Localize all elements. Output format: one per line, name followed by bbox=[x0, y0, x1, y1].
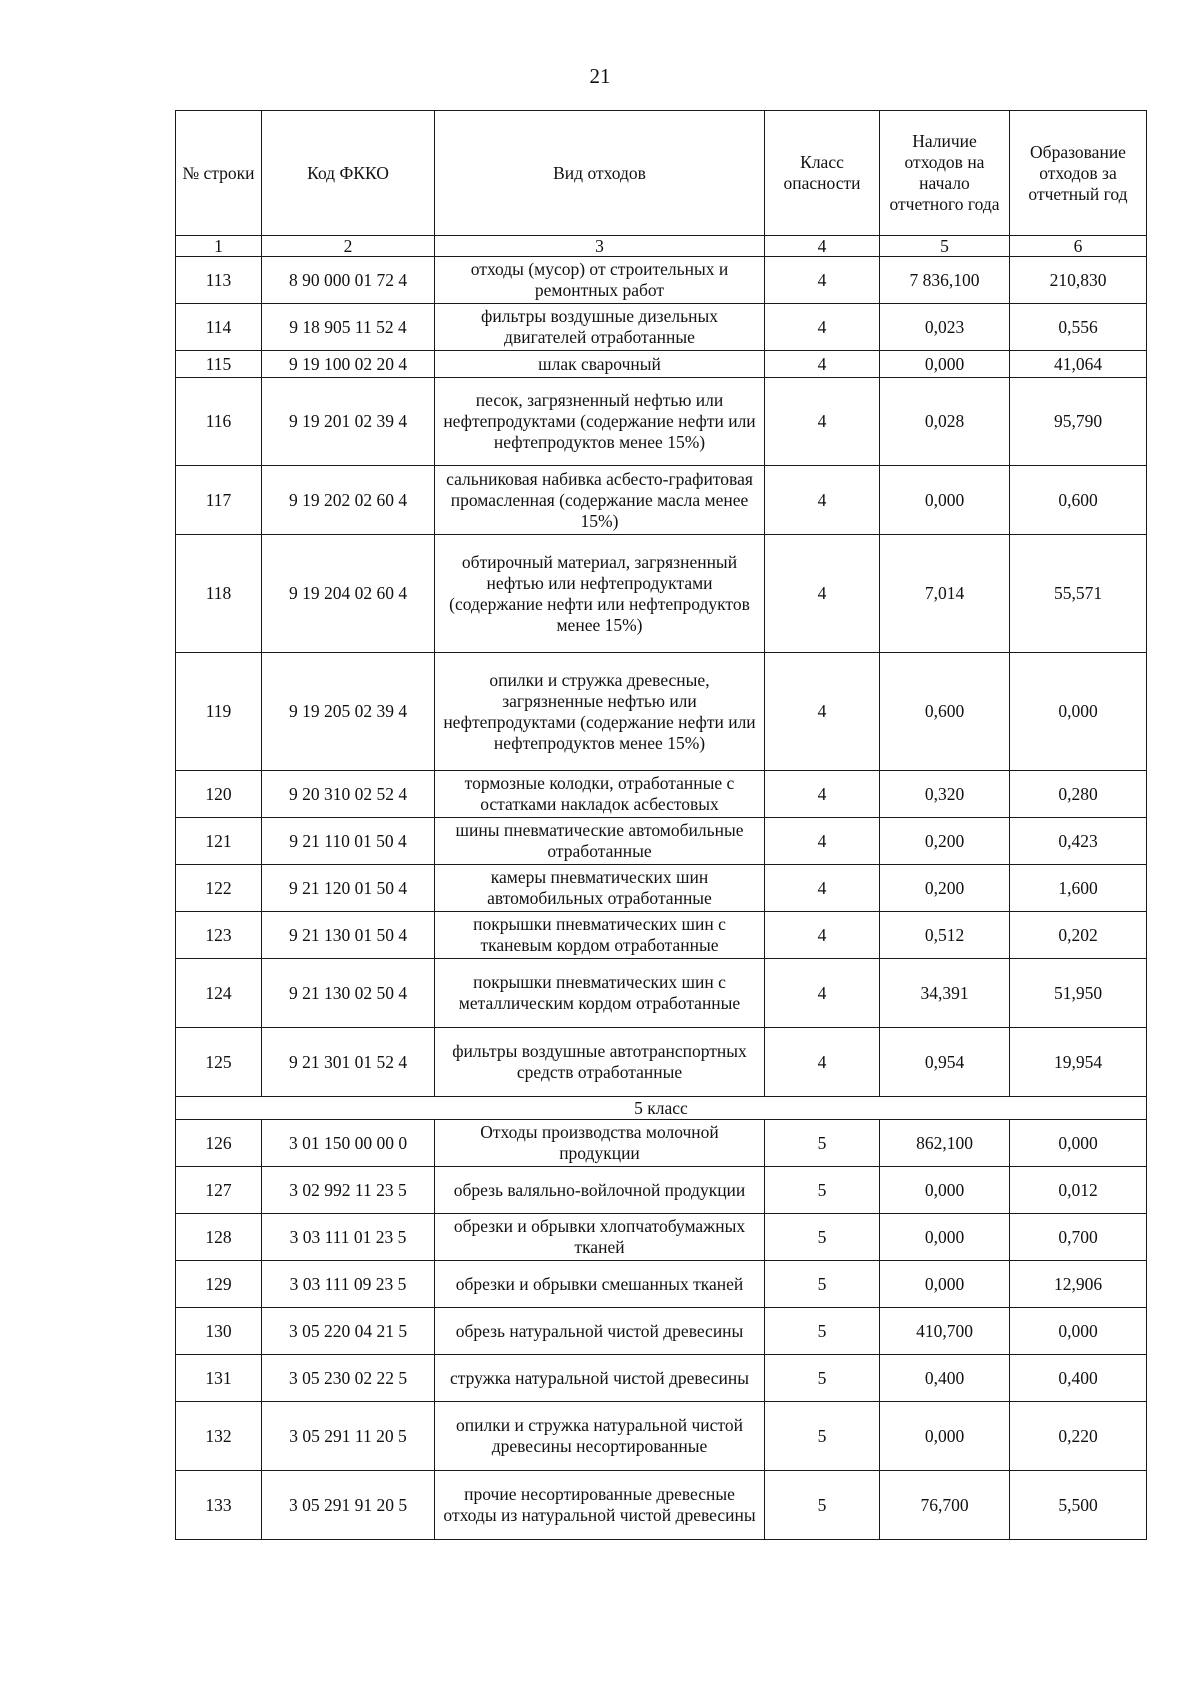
table-row bbox=[176, 378, 1147, 466]
waste-type-cell: тормозные колодки, отработанные с остатками накладок асбестовых bbox=[435, 771, 765, 818]
hazard-class-cell: 4 bbox=[765, 535, 880, 653]
fkko-code-cell: 3 05 291 11 20 5 bbox=[262, 1402, 435, 1471]
waste-type-cell: опилки и стружка древесные, загрязненные нефтью или нефтепродуктами (содержание нефти или нефтепродуктов менее 15%) bbox=[435, 653, 765, 771]
column-number: 5 bbox=[880, 236, 1010, 257]
start-amount-cell: 0,400 bbox=[880, 1355, 1010, 1402]
table-row bbox=[176, 257, 1147, 304]
row-number-cell: 127 bbox=[176, 1167, 262, 1214]
fkko-code-cell: 8 90 000 01 72 4 bbox=[262, 257, 435, 304]
formed-amount-cell: 210,830 bbox=[1010, 257, 1147, 304]
hazard-class-cell: 5 bbox=[765, 1402, 880, 1471]
formed-amount-cell: 55,571 bbox=[1010, 535, 1147, 653]
waste-type-cell: фильтры воздушные дизельных двигателей отработанные bbox=[435, 304, 765, 351]
column-number: 1 bbox=[176, 236, 262, 257]
start-amount-cell: 862,100 bbox=[880, 1120, 1010, 1167]
fkko-code-cell: 9 21 130 02 50 4 bbox=[262, 959, 435, 1028]
waste-type-cell: покрышки пневматических шин с металлическим кордом отработанные bbox=[435, 959, 765, 1028]
table-row bbox=[176, 1308, 1147, 1355]
start-amount-cell: 0,512 bbox=[880, 912, 1010, 959]
hazard-class-cell: 4 bbox=[765, 378, 880, 466]
table-row bbox=[176, 535, 1147, 653]
start-amount-cell: 0,000 bbox=[880, 1261, 1010, 1308]
fkko-code-cell: 9 21 110 01 50 4 bbox=[262, 818, 435, 865]
row-number-cell: 128 bbox=[176, 1214, 262, 1261]
hazard-class-cell: 4 bbox=[765, 959, 880, 1028]
fkko-code-cell: 9 19 201 02 39 4 bbox=[262, 378, 435, 466]
hazard-class-cell: 5 bbox=[765, 1167, 880, 1214]
hazard-class-cell: 5 bbox=[765, 1308, 880, 1355]
formed-amount-cell: 0,556 bbox=[1010, 304, 1147, 351]
waste-type-cell: прочие несортированные древесные отходы из натуральной чистой древесины bbox=[435, 1471, 765, 1540]
row-number-cell: 121 bbox=[176, 818, 262, 865]
fkko-code-cell: 3 01 150 00 00 0 bbox=[262, 1120, 435, 1167]
waste-type-cell: песок, загрязненный нефтью или нефтепродуктами (содержание нефти или нефтепродуктов менее 15%) bbox=[435, 378, 765, 466]
row-number-cell: 116 bbox=[176, 378, 262, 466]
row-number-cell: 129 bbox=[176, 1261, 262, 1308]
fkko-code-cell: 9 21 120 01 50 4 bbox=[262, 865, 435, 912]
formed-amount-cell: 5,500 bbox=[1010, 1471, 1147, 1540]
waste-type-cell: сальниковая набивка асбесто-графитовая промасленная (содержание масла менее 15%) bbox=[435, 466, 765, 535]
hazard-class-cell: 4 bbox=[765, 865, 880, 912]
fkko-code-cell: 9 21 301 01 52 4 bbox=[262, 1028, 435, 1097]
fkko-code-cell: 3 02 992 11 23 5 bbox=[262, 1167, 435, 1214]
page-number: 21 bbox=[589, 64, 611, 88]
formed-amount-cell: 0,600 bbox=[1010, 466, 1147, 535]
start-amount-cell: 0,000 bbox=[880, 1214, 1010, 1261]
column-number: 6 bbox=[1010, 236, 1147, 257]
formed-amount-cell: 41,064 bbox=[1010, 351, 1147, 378]
start-amount-cell: 34,391 bbox=[880, 959, 1010, 1028]
formed-amount-cell: 0,423 bbox=[1010, 818, 1147, 865]
start-amount-cell: 0,000 bbox=[880, 351, 1010, 378]
fkko-code-cell: 9 19 100 02 20 4 bbox=[262, 351, 435, 378]
table-row bbox=[176, 818, 1147, 865]
formed-amount-cell: 95,790 bbox=[1010, 378, 1147, 466]
formed-amount-cell: 51,950 bbox=[1010, 959, 1147, 1028]
fkko-code-cell: 3 05 220 04 21 5 bbox=[262, 1308, 435, 1355]
formed-amount-cell: 0,000 bbox=[1010, 1120, 1147, 1167]
row-number-cell: 125 bbox=[176, 1028, 262, 1097]
header-row-number: № строки bbox=[176, 111, 262, 236]
row-number-cell: 117 bbox=[176, 466, 262, 535]
column-number: 2 bbox=[262, 236, 435, 257]
row-number-cell: 120 bbox=[176, 771, 262, 818]
table-row bbox=[176, 1028, 1147, 1097]
start-amount-cell: 0,000 bbox=[880, 466, 1010, 535]
hazard-class-cell: 5 bbox=[765, 1261, 880, 1308]
start-amount-cell: 410,700 bbox=[880, 1308, 1010, 1355]
start-amount-cell: 0,200 bbox=[880, 818, 1010, 865]
table-row bbox=[176, 912, 1147, 959]
row-number-cell: 119 bbox=[176, 653, 262, 771]
formed-amount-cell: 0,400 bbox=[1010, 1355, 1147, 1402]
waste-type-cell: фильтры воздушные автотранспортных средств отработанные bbox=[435, 1028, 765, 1097]
start-amount-cell: 0,000 bbox=[880, 1167, 1010, 1214]
table-row bbox=[176, 653, 1147, 771]
fkko-code-cell: 3 05 291 91 20 5 bbox=[262, 1471, 435, 1540]
header-hazard-class: Класс опасности bbox=[765, 111, 880, 236]
waste-type-cell: отходы (мусор) от строительных и ремонтных работ bbox=[435, 257, 765, 304]
table-row bbox=[176, 865, 1147, 912]
row-number-cell: 118 bbox=[176, 535, 262, 653]
table-row bbox=[176, 959, 1147, 1028]
fkko-code-cell: 9 18 905 11 52 4 bbox=[262, 304, 435, 351]
start-amount-cell: 0,320 bbox=[880, 771, 1010, 818]
header-formed-amount: Образование отходов за отчетный год bbox=[1010, 111, 1147, 236]
table-row bbox=[176, 1214, 1147, 1261]
row-number-cell: 130 bbox=[176, 1308, 262, 1355]
hazard-class-cell: 5 bbox=[765, 1120, 880, 1167]
table-row bbox=[176, 466, 1147, 535]
row-number-cell: 114 bbox=[176, 304, 262, 351]
fkko-code-cell: 3 03 111 01 23 5 bbox=[262, 1214, 435, 1261]
formed-amount-cell: 0,000 bbox=[1010, 653, 1147, 771]
row-number-cell: 126 bbox=[176, 1120, 262, 1167]
row-number-cell: 131 bbox=[176, 1355, 262, 1402]
row-number-cell: 123 bbox=[176, 912, 262, 959]
waste-type-cell: покрышки пневматических шин с тканевым кордом отработанные bbox=[435, 912, 765, 959]
formed-amount-cell: 0,700 bbox=[1010, 1214, 1147, 1261]
section-label: 5 класс bbox=[176, 1097, 1147, 1120]
waste-type-cell: опилки и стружка натуральной чистой древесины несортированные bbox=[435, 1402, 765, 1471]
formed-amount-cell: 0,220 bbox=[1010, 1402, 1147, 1471]
start-amount-cell: 0,023 bbox=[880, 304, 1010, 351]
waste-type-cell: шины пневматические автомобильные отработанные bbox=[435, 818, 765, 865]
table-row bbox=[176, 351, 1147, 378]
waste-type-cell: обрезь валяльно-войлочной продукции bbox=[435, 1167, 765, 1214]
header-row bbox=[176, 111, 1147, 236]
waste-type-cell: обтирочный материал, загрязненный нефтью или нефтепродуктами (содержание нефти или нефтепродуктов менее 15%) bbox=[435, 535, 765, 653]
waste-type-cell: Отходы производства молочной продукции bbox=[435, 1120, 765, 1167]
waste-type-cell: шлак сварочный bbox=[435, 351, 765, 378]
formed-amount-cell: 0,000 bbox=[1010, 1308, 1147, 1355]
start-amount-cell: 76,700 bbox=[880, 1471, 1010, 1540]
hazard-class-cell: 4 bbox=[765, 912, 880, 959]
start-amount-cell: 0,954 bbox=[880, 1028, 1010, 1097]
formed-amount-cell: 1,600 bbox=[1010, 865, 1147, 912]
hazard-class-cell: 4 bbox=[765, 1028, 880, 1097]
hazard-class-cell: 4 bbox=[765, 818, 880, 865]
formed-amount-cell: 0,202 bbox=[1010, 912, 1147, 959]
row-number-cell: 115 bbox=[176, 351, 262, 378]
row-number-cell: 133 bbox=[176, 1471, 262, 1540]
hazard-class-cell: 5 bbox=[765, 1355, 880, 1402]
formed-amount-cell: 19,954 bbox=[1010, 1028, 1147, 1097]
table-row bbox=[176, 304, 1147, 351]
header-waste-type: Вид отходов bbox=[435, 111, 765, 236]
hazard-class-cell: 4 bbox=[765, 257, 880, 304]
table-row bbox=[176, 1261, 1147, 1308]
row-number-cell: 122 bbox=[176, 865, 262, 912]
table-row bbox=[176, 1471, 1147, 1540]
formed-amount-cell: 0,012 bbox=[1010, 1167, 1147, 1214]
start-amount-cell: 0,200 bbox=[880, 865, 1010, 912]
table-body bbox=[176, 257, 1147, 1540]
formed-amount-cell: 12,906 bbox=[1010, 1261, 1147, 1308]
fkko-code-cell: 9 20 310 02 52 4 bbox=[262, 771, 435, 818]
hazard-class-cell: 4 bbox=[765, 304, 880, 351]
start-amount-cell: 0,000 bbox=[880, 1402, 1010, 1471]
hazard-class-cell: 5 bbox=[765, 1214, 880, 1261]
table-row bbox=[176, 1120, 1147, 1167]
hazard-class-cell: 4 bbox=[765, 771, 880, 818]
waste-type-cell: обрезки и обрывки хлопчатобумажных тканей bbox=[435, 1214, 765, 1261]
column-number: 4 bbox=[765, 236, 880, 257]
table-row bbox=[176, 1167, 1147, 1214]
start-amount-cell: 7 836,100 bbox=[880, 257, 1010, 304]
row-number-cell: 132 bbox=[176, 1402, 262, 1471]
table-row bbox=[176, 1402, 1147, 1471]
start-amount-cell: 0,600 bbox=[880, 653, 1010, 771]
formed-amount-cell: 0,280 bbox=[1010, 771, 1147, 818]
hazard-class-cell: 4 bbox=[765, 466, 880, 535]
column-number-row bbox=[176, 236, 1147, 257]
waste-type-cell: обрезь натуральной чистой древесины bbox=[435, 1308, 765, 1355]
fkko-code-cell: 9 21 130 01 50 4 bbox=[262, 912, 435, 959]
start-amount-cell: 7,014 bbox=[880, 535, 1010, 653]
waste-type-cell: камеры пневматических шин автомобильных отработанные bbox=[435, 865, 765, 912]
waste-type-cell: стружка натуральной чистой древесины bbox=[435, 1355, 765, 1402]
table-row bbox=[176, 771, 1147, 818]
waste-type-cell: обрезки и обрывки смешанных тканей bbox=[435, 1261, 765, 1308]
section-row bbox=[176, 1097, 1147, 1120]
fkko-code-cell: 9 19 205 02 39 4 bbox=[262, 653, 435, 771]
waste-table bbox=[175, 110, 1147, 1540]
hazard-class-cell: 4 bbox=[765, 351, 880, 378]
header-fkko-code: Код ФККО bbox=[262, 111, 435, 236]
table-row bbox=[176, 1355, 1147, 1402]
fkko-code-cell: 3 03 111 09 23 5 bbox=[262, 1261, 435, 1308]
fkko-code-cell: 9 19 202 02 60 4 bbox=[262, 466, 435, 535]
fkko-code-cell: 3 05 230 02 22 5 bbox=[262, 1355, 435, 1402]
column-number: 3 bbox=[435, 236, 765, 257]
header-start-amount: Наличие отходов на начало отчетного года bbox=[880, 111, 1010, 236]
row-number-cell: 113 bbox=[176, 257, 262, 304]
start-amount-cell: 0,028 bbox=[880, 378, 1010, 466]
fkko-code-cell: 9 19 204 02 60 4 bbox=[262, 535, 435, 653]
hazard-class-cell: 5 bbox=[765, 1471, 880, 1540]
row-number-cell: 124 bbox=[176, 959, 262, 1028]
hazard-class-cell: 4 bbox=[765, 653, 880, 771]
